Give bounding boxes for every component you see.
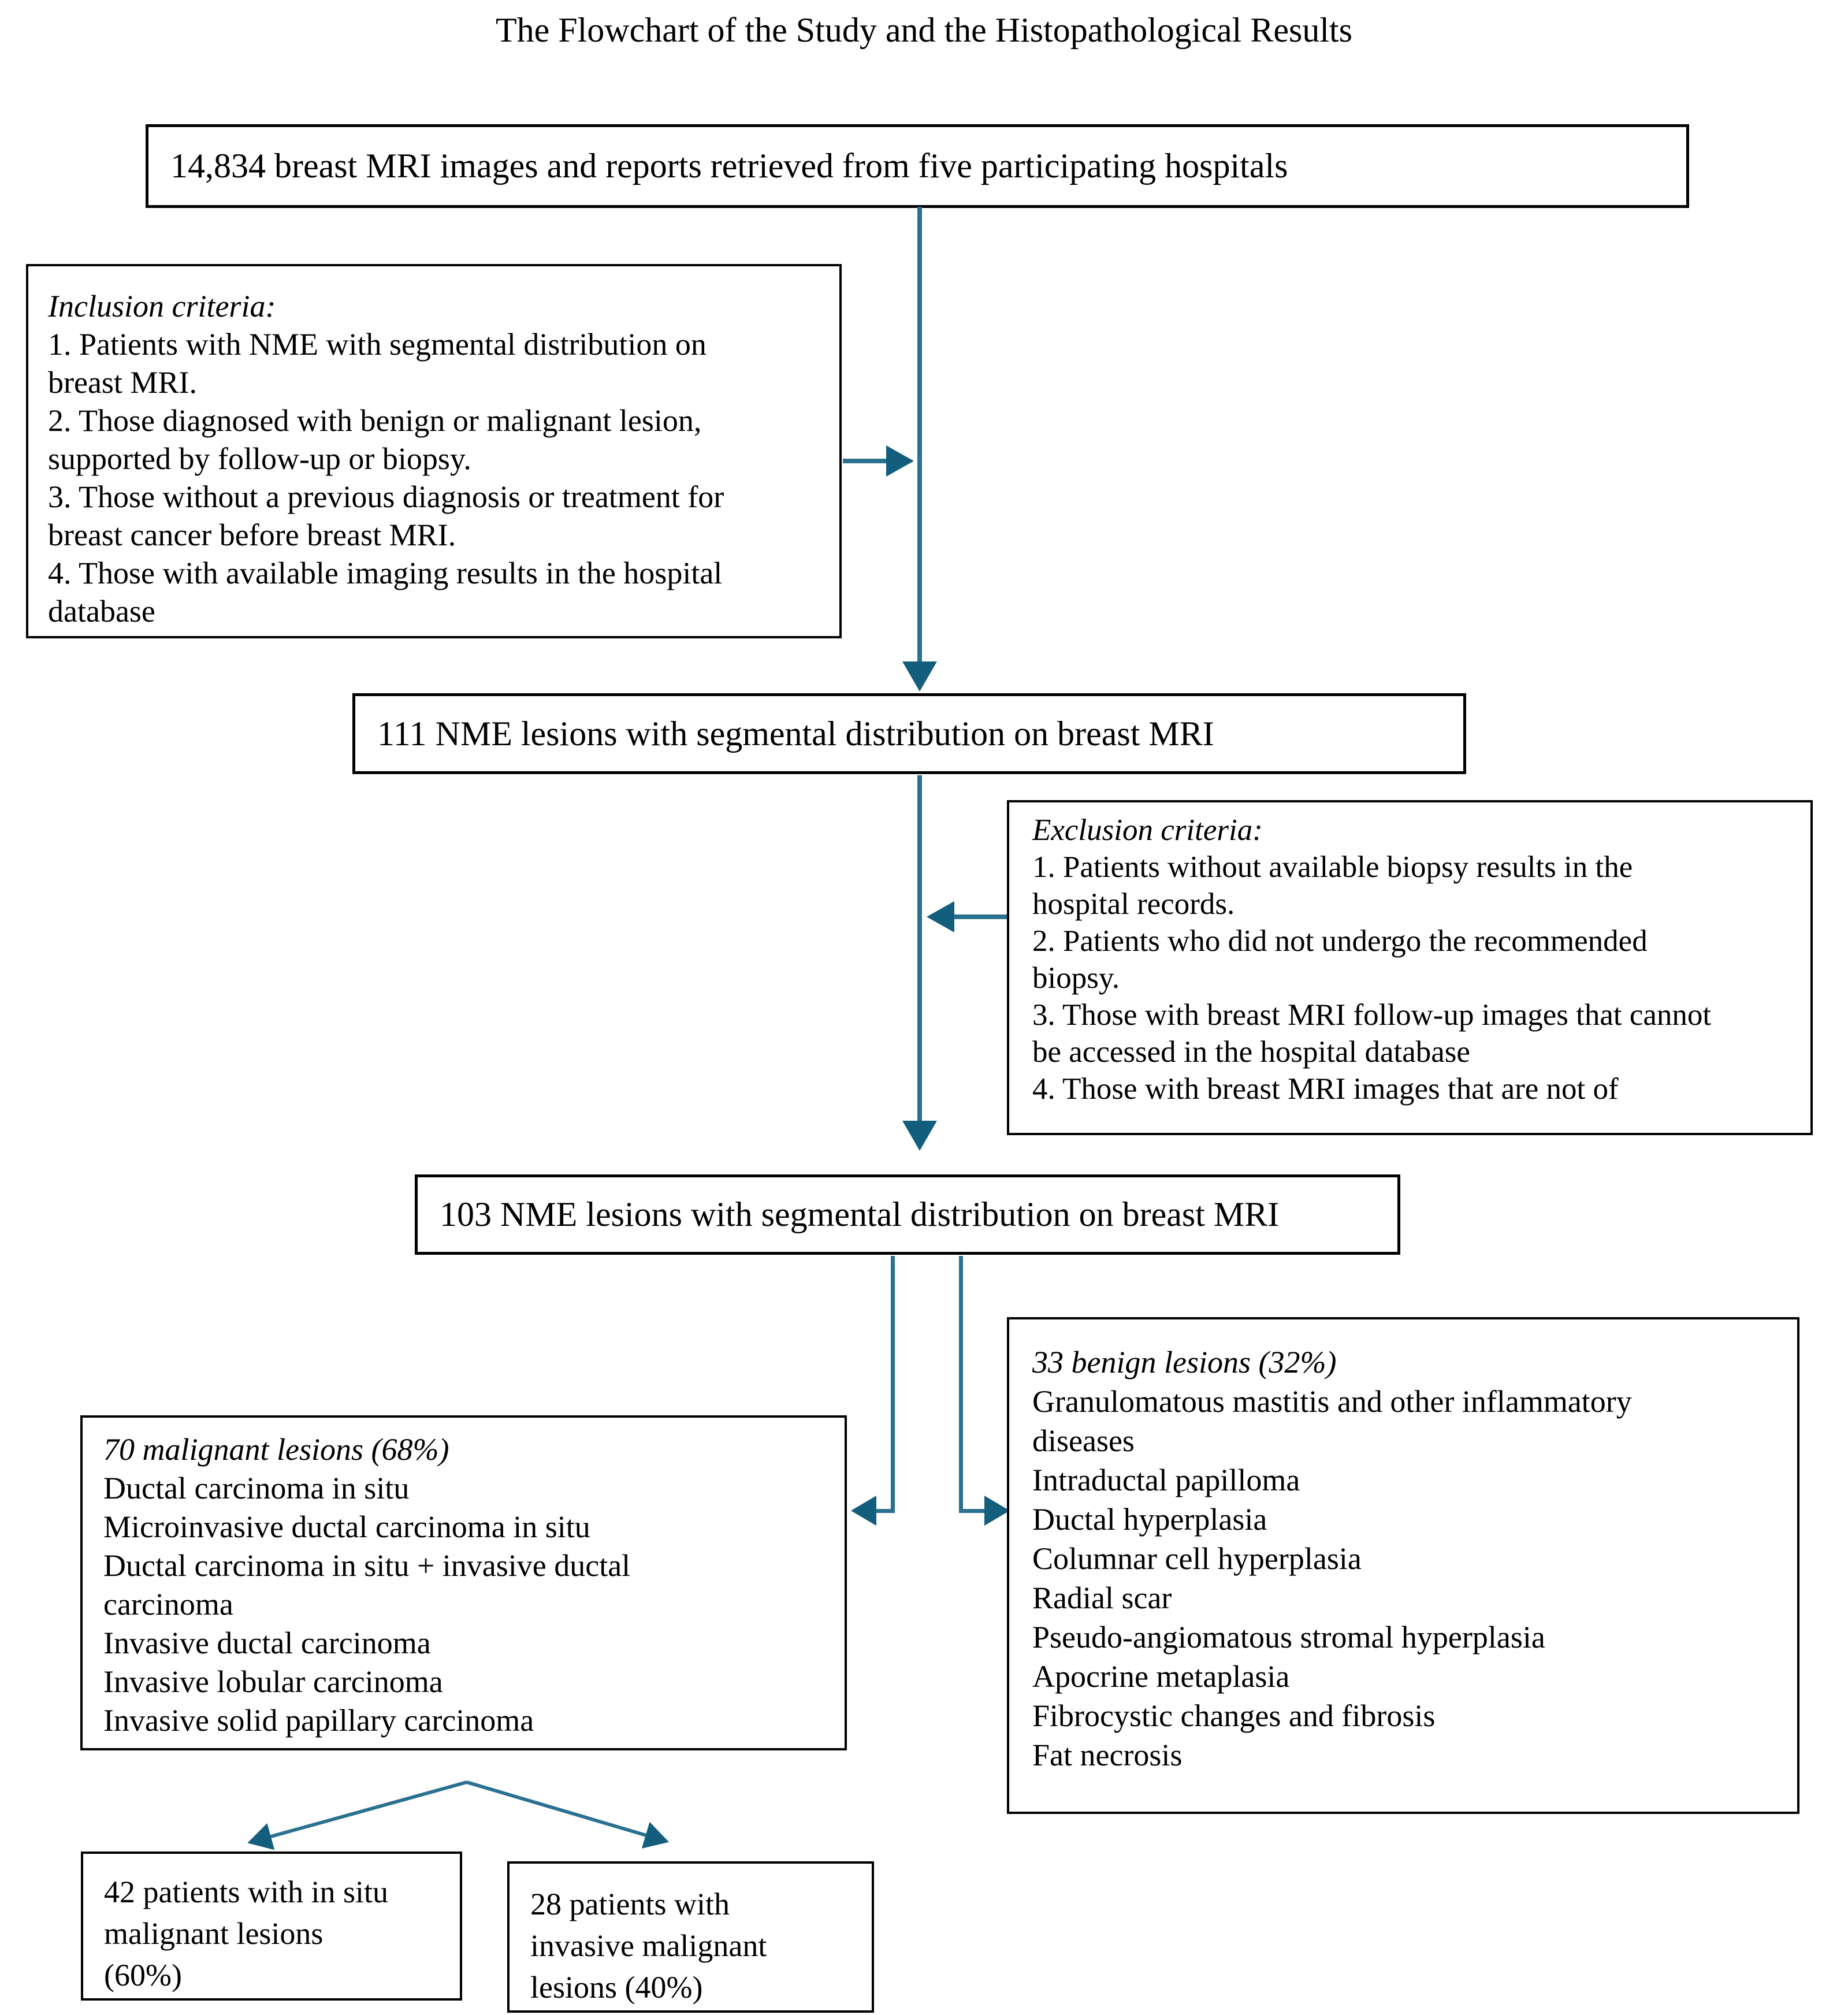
arrowhead-invasive-icon (642, 1822, 673, 1856)
exclusion-line: 4. Those with breast MRI images that are not of (1032, 1072, 1619, 1106)
benign-line: Pseudo-angiomatous stromal hyperplasia (1032, 1620, 1545, 1655)
box-retrieved (146, 124, 1689, 208)
arrowhead-left-exclusion-icon (927, 901, 954, 932)
invasive-line: 28 patients with (530, 1887, 730, 1921)
arrow-line-retrieved-to-111 (917, 207, 922, 661)
malignant-line: Ductal carcinoma in situ (103, 1471, 410, 1505)
page-title: The Flowchart of the Study and the Histopathological Results (495, 11, 1353, 49)
exclusion-line: 3. Those with breast MRI follow-up images that cannot (1032, 998, 1712, 1032)
box-103-text: 103 NME lesions with segmental distribution on breast MRI (440, 1195, 1280, 1233)
inclusion-line: supported by follow-up or biopsy. (48, 441, 471, 476)
box-111-text: 111 NME lesions with segmental distribution on breast MRI (377, 714, 1214, 753)
exclusion-line: 2. Patients who did not undergo the recommended (1032, 924, 1648, 958)
inclusion-heading: Inclusion criteria: (48, 289, 276, 324)
malignant-line: Invasive ductal carcinoma (103, 1626, 431, 1660)
inclusion-criteria-box (26, 264, 842, 638)
malignant-line: carcinoma (103, 1587, 233, 1622)
arrow-line-to-invasive (466, 1780, 646, 1836)
arrow-line-to-benign (959, 1509, 984, 1513)
arrow-line-split-left-vertical (891, 1256, 895, 1512)
invasive-line: lesions (40%) (530, 1970, 703, 2005)
benign-line: Apocrine metaplasia (1032, 1659, 1290, 1694)
exclusion-line: be accessed in the hospital database (1032, 1035, 1470, 1069)
benign-heading: 33 benign lesions (32%) (1032, 1345, 1337, 1380)
malignant-line: Microinvasive ductal carcinoma in situ (103, 1510, 590, 1544)
arrowhead-left-malignant-icon (851, 1496, 876, 1526)
invasive-line: invasive malignant (530, 1928, 767, 1963)
exclusion-line: hospital records. (1032, 887, 1235, 921)
inclusion-line: 3. Those without a previous diagnosis or treatment for (48, 479, 724, 514)
benign-line: Intraductal papilloma (1032, 1463, 1300, 1497)
box-insitu-patients (81, 1852, 462, 2001)
arrow-line-to-insitu (270, 1780, 467, 1838)
inclusion-line: 2. Those diagnosed with benign or malignant lesion, (48, 403, 702, 438)
box-103-nme-lesions (415, 1174, 1400, 1255)
arrowhead-right-inclusion-icon (886, 445, 914, 477)
malignant-line: Invasive solid papillary carcinoma (103, 1703, 534, 1738)
benign-line: Columnar cell hyperplasia (1032, 1541, 1362, 1576)
benign-line: Granulomatous mastitis and other inflammatory (1032, 1384, 1632, 1419)
box-111-nme-lesions (352, 693, 1466, 774)
insitu-line: 42 patients with in situ (104, 1875, 388, 1909)
arrow-line-split-right-vertical (959, 1256, 963, 1512)
inclusion-line: database (48, 594, 155, 629)
malignant-heading: 70 malignant lesions (68%) (103, 1432, 449, 1467)
arrow-line-111-to-103 (917, 775, 922, 1121)
insitu-line: (60%) (104, 1958, 182, 1992)
exclusion-line: biopsy. (1032, 961, 1120, 995)
insitu-line: malignant lesions (104, 1916, 324, 1951)
inclusion-line: breast MRI. (48, 365, 197, 400)
malignant-line: Ductal carcinoma in situ + invasive ductal (103, 1548, 631, 1583)
inclusion-line: 4. Those with available imaging results in the hospital (48, 556, 723, 590)
malignant-line: Invasive lobular carcinoma (103, 1664, 443, 1699)
benign-line: Fibrocystic changes and fibrosis (1032, 1698, 1436, 1733)
exclusion-criteria-box (1007, 800, 1813, 1135)
box-invasive-patients (507, 1861, 874, 2013)
benign-line: diseases (1032, 1423, 1135, 1458)
benign-lesions-box (1007, 1317, 1799, 1814)
arrow-line-inclusion (843, 459, 886, 463)
box-retrieved-text: 14,834 breast MRI images and reports retrieved from five participating hospitals (170, 147, 1288, 185)
inclusion-line: breast cancer before breast MRI. (48, 518, 456, 552)
arrowhead-down-to-103-icon (902, 1121, 937, 1151)
exclusion-line: 1. Patients without available biopsy results in the (1032, 850, 1633, 884)
arrowhead-right-benign-icon (984, 1496, 1010, 1526)
benign-line: Ductal hyperplasia (1032, 1502, 1267, 1537)
inclusion-line: 1. Patients with NME with segmental distribution on (48, 327, 707, 362)
arrowhead-down-to-111-icon (902, 661, 937, 692)
exclusion-heading: Exclusion criteria: (1032, 813, 1263, 847)
arrow-line-exclusion (954, 914, 1007, 919)
benign-line: Fat necrosis (1032, 1738, 1183, 1772)
malignant-lesions-box (80, 1415, 847, 1750)
benign-line: Radial scar (1032, 1581, 1172, 1615)
